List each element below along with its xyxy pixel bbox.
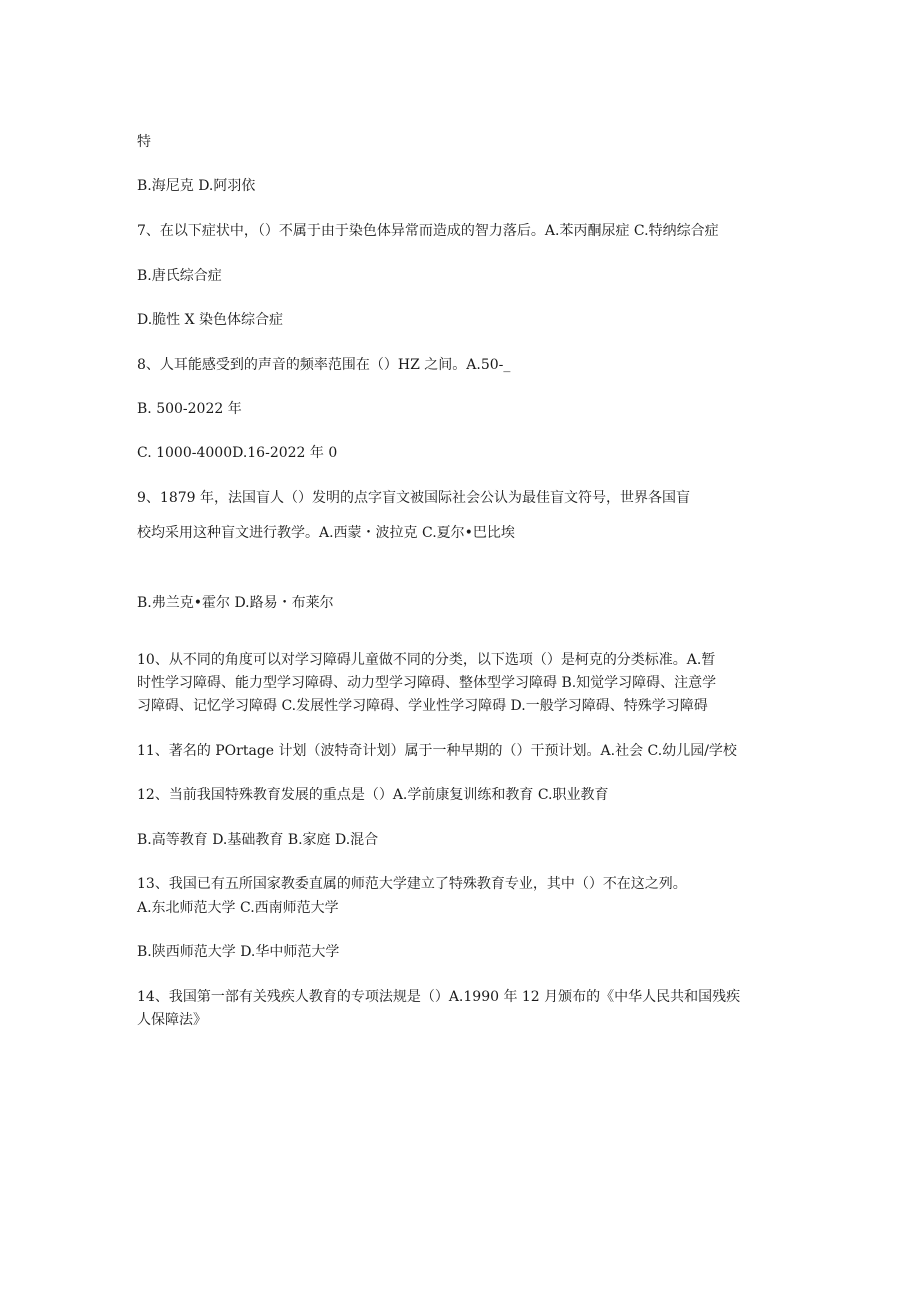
question-10-line-3: 习障碍、记忆学习障碍 C.发展性学习障碍、学业性学习障碍 D.一般学习障碍、特殊学习障碍 [137,698,708,714]
question-7: 7、在以下症状中，（）不属于由于染色体异常而造成的智力落后。A.苯丙酮尿症 C.特纳综合症 [137,223,719,239]
question-8-options-c-d: C. 1000-4000D.16-2022 年 0 [137,445,338,461]
question-10-line-1: 10、从不同的角度可以对学习障碍儿童做不同的分类，以下选项（）是柯克的分类标准。A.暂 [137,652,716,668]
question-12: 12、当前我国特殊教育发展的重点是（）A.学前康复训练和教育 C.职业教育 [137,787,609,803]
text-line-1: 特 [137,134,151,150]
question-8: 8、人耳能感受到的声音的频率范围在（）HZ 之间。A.50-_ [137,357,511,373]
question-10-line-2: 时性学习障碍、能力型学习障碍、动力型学习障碍、整体型学习障碍 B.知觉学习障碍、注意学 [137,675,717,691]
question-14-line-2: 人保障法》 [137,1012,207,1028]
question-14-line-1: 14、我国第一部有关残疾人教育的专项法规是（）A.1990 年 12 月颁布的《中华人民共和国残疾 [137,989,741,1005]
question-13-options-b-d: B.陕西师范大学 D.华中师范大学 [137,944,340,960]
question-12-options: B.高等教育 D.基础教育 B.家庭 D.混合 [137,832,379,848]
question-8-option-b: B. 500-2022 年 [137,401,242,417]
question-11: 11、著名的 POrtage 计划（波特奇计划）属于一种早期的（）干预计划。A.社会 C.幼儿园/学校 [137,743,737,759]
question-7-option-b: B.唐氏综合症 [137,268,222,284]
question-13: 13、我国已有五所国家教委直属的师范大学建立了特殊教育专业，其中（）不在这之列。 [137,876,687,892]
question-9-line-2: 校均采用这种盲文进行教学。A.西蒙・波拉克 C.夏尔•巴比埃 [137,525,515,541]
question-9-line-1: 9、1879 年，法国盲人（）发明的点字盲文被国际社会公认为最佳盲文符号，世界各国盲 [137,490,690,506]
question-9-options-b-d: B.弗兰克•霍尔 D.路易・布莱尔 [137,595,334,611]
question-13-options-a-c: A.东北师范大学 C.西南师范大学 [137,900,339,916]
question-7-option-d: D.脆性 X 染色体综合症 [137,312,284,328]
text-line-2: B.海尼克 D.阿羽依 [137,178,256,194]
